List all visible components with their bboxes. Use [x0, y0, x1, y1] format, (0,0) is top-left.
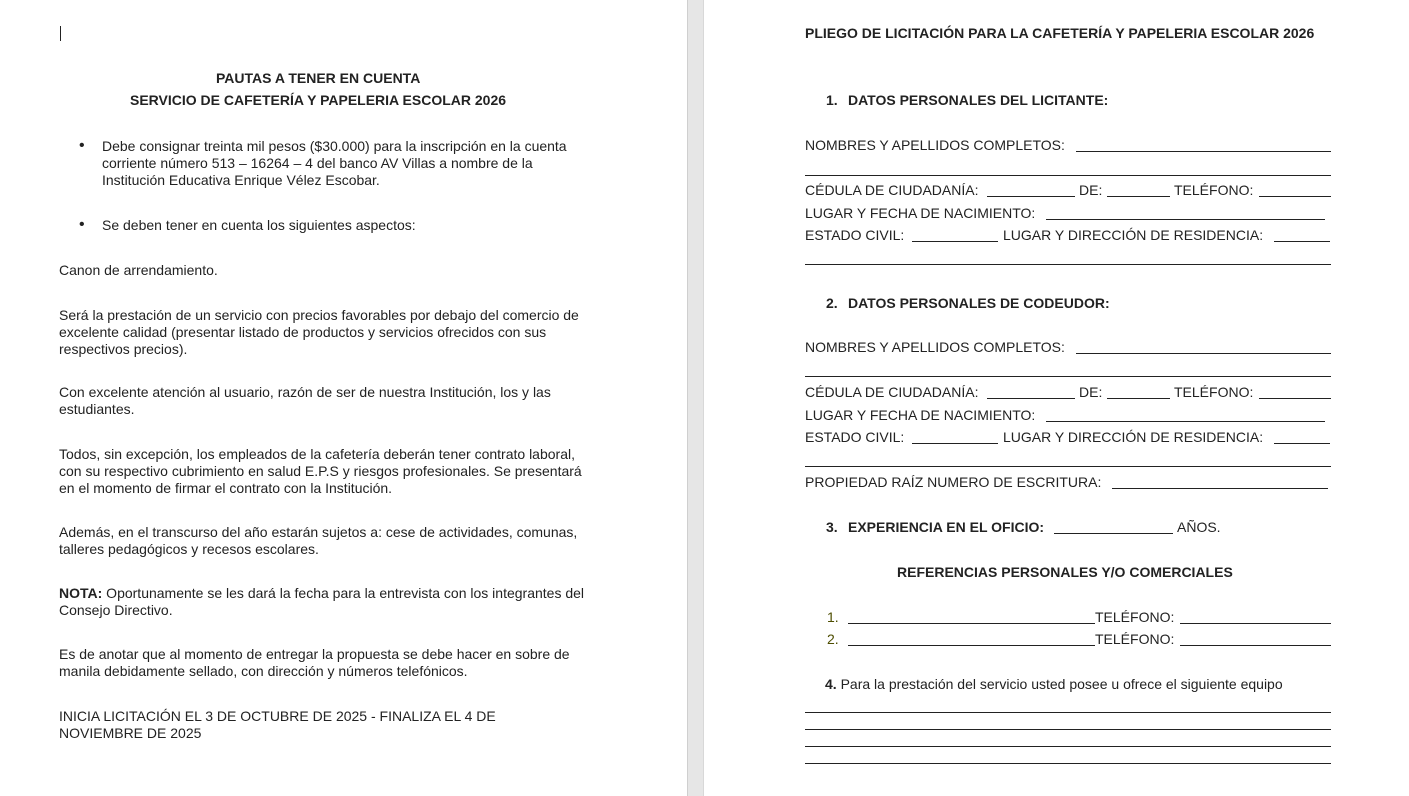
names-field-continued[interactable]: [805, 175, 1331, 176]
experiencia-field[interactable]: [1054, 533, 1173, 534]
reference-2-telefono-field[interactable]: [1180, 645, 1331, 646]
reference-1-name-field[interactable]: [848, 623, 1095, 624]
section-4-number: 4.: [825, 676, 837, 692]
lugar-nacimiento-field[interactable]: [1046, 219, 1325, 220]
section-2-title: DATOS PERSONALES DE CODEUDOR:: [848, 295, 1110, 311]
section-1-title: DATOS PERSONALES DEL LICITANTE:: [848, 92, 1109, 108]
nota-text: Oportunamente se les dará la fecha para la entrevista con los integrantes del Consejo Directivo.: [59, 585, 585, 618]
estado-civil-field[interactable]: [912, 241, 998, 242]
section-3-title: EXPERIENCIA EN EL OFICIO:: [848, 519, 1045, 535]
bullet-marker: •: [79, 137, 85, 154]
paragraph-nota: [59, 585, 589, 619]
propiedad-field[interactable]: [1112, 488, 1328, 489]
reference-1-number: 1.: [827, 609, 839, 625]
equipo-line-4[interactable]: [805, 763, 1331, 764]
codeudor-cedula-field[interactable]: [987, 398, 1075, 399]
codeudor-residencia-field[interactable]: [1274, 443, 1330, 444]
codeudor-estado-civil-field[interactable]: [912, 443, 998, 444]
equipo-line-3[interactable]: [805, 746, 1331, 747]
label-de: DE:: [1079, 182, 1103, 198]
label-estado-civil: ESTADO CIVIL:: [805, 429, 905, 445]
bullet-marker: •: [79, 216, 85, 233]
paragraph-sobre: Es de anotar que al momento de entregar la propuesta se debe hacer en sobre de manila debidamente sellado, con dirección y números telefónicos.: [59, 646, 570, 679]
paragraph-prestacion: Será la prestación de un servicio con precios favorables por debajo del comercio de excelente calidad (presentar listado de productos y servicios ofrecidos con sus respectivos precios).: [59, 307, 579, 357]
bullet-item-1: Debe consignar treinta mil pesos ($30.000) para la inscripción en la cuenta corriente número 513 – 16264 – 4 del banco AV Villas a nombre de la Institución Educativa Enrique Vélez Escobar.: [102, 138, 567, 188]
section-1-number: 1.: [826, 92, 838, 108]
label-anos: AÑOS.: [1177, 519, 1221, 535]
codeudor-names-field[interactable]: [1076, 353, 1331, 354]
references-title: REFERENCIAS PERSONALES Y/O COMERCIALES: [897, 564, 1233, 580]
paragraph-atencion: Con excelente atención al usuario, razón de ser de nuestra Institución, los y las estudiantes.: [59, 384, 551, 417]
label-lugar-nacimiento: LUGAR Y FECHA DE NACIMIENTO:: [805, 205, 1036, 221]
paragraph-fechas: INICIA LICITACIÓN EL 3 DE OCTUBRE DE 2025 - FINALIZA EL 4 DE NOVIEMBRE DE 2025: [59, 708, 496, 741]
label-names: NOMBRES Y APELLIDOS COMPLETOS:: [805, 137, 1065, 153]
label-propiedad: PROPIEDAD RAÍZ NUMERO DE ESCRITURA:: [805, 474, 1102, 490]
equipo-line-2[interactable]: [805, 729, 1331, 730]
paragraph-canon: Canon de arrendamiento.: [59, 262, 218, 278]
label-cedula: CÉDULA DE CIUDADANÍA:: [805, 182, 979, 198]
cedula-field[interactable]: [987, 196, 1075, 197]
codeudor-lugar-nacimiento-field[interactable]: [1046, 421, 1325, 422]
label-telefono: TELÉFONO:: [1095, 631, 1175, 647]
de-field[interactable]: [1107, 196, 1170, 197]
residencia-field-continued[interactable]: [805, 264, 1331, 265]
section-3-number: 3.: [826, 519, 838, 535]
label-telefono: TELÉFONO:: [1174, 182, 1254, 198]
names-field[interactable]: [1076, 151, 1331, 152]
page-gutter: [687, 0, 704, 796]
left-heading-2: SERVICIO DE CAFETERÍA Y PAPELERIA ESCOLAR 2026: [130, 92, 507, 108]
reference-2-number: 2.: [827, 631, 839, 647]
residencia-field[interactable]: [1274, 241, 1330, 242]
codeudor-names-field-continued[interactable]: [805, 376, 1331, 377]
text-cursor: [60, 26, 61, 41]
equipo-line-1[interactable]: [805, 712, 1331, 713]
telefono-field[interactable]: [1259, 196, 1331, 197]
label-estado-civil: ESTADO CIVIL:: [805, 227, 905, 243]
left-heading-1: PAUTAS A TENER EN CUENTA: [216, 70, 421, 86]
reference-2-name-field[interactable]: [848, 645, 1095, 646]
label-lugar-nacimiento: LUGAR Y FECHA DE NACIMIENTO:: [805, 407, 1036, 423]
label-de: DE:: [1079, 384, 1103, 400]
label-names: NOMBRES Y APELLIDOS COMPLETOS:: [805, 339, 1065, 355]
section-4-text: Para la prestación del servicio usted posee u ofrece el siguiente equipo: [836, 676, 1283, 692]
label-telefono: TELÉFONO:: [1095, 609, 1175, 625]
paragraph-empleados: Todos, sin excepción, los empleados de la cafetería deberán tener contrato laboral, con su respectivo cubrimiento en salud E.P.S y riesgos profesionales. Se presentará en el momento de firmar el contrato con la Institución.: [59, 446, 582, 496]
form-title: PLIEGO DE LICITACIÓN PARA LA CAFETERÍA Y PAPELERIA ESCOLAR 2026: [805, 25, 1315, 41]
section-4: [825, 676, 1283, 693]
codeudor-telefono-field[interactable]: [1259, 398, 1331, 399]
label-telefono: TELÉFONO:: [1174, 384, 1254, 400]
left-page: [0, 0, 687, 796]
bullet-item-2: Se deben tener en cuenta los siguientes aspectos:: [102, 217, 416, 233]
paragraph-ademas: Además, en el transcurso del año estarán sujetos a: cese de actividades, comunas, talleres pedagógicos y recesos escolares.: [59, 524, 578, 557]
section-2-number: 2.: [826, 295, 838, 311]
codeudor-residencia-field-continued[interactable]: [805, 466, 1331, 467]
label-residencia: LUGAR Y DIRECCIÓN DE RESIDENCIA:: [1003, 429, 1264, 445]
label-residencia: LUGAR Y DIRECCIÓN DE RESIDENCIA:: [1003, 227, 1264, 243]
label-cedula: CÉDULA DE CIUDADANÍA:: [805, 384, 979, 400]
right-page: [704, 0, 1409, 796]
codeudor-de-field[interactable]: [1107, 398, 1170, 399]
nota-label: NOTA:: [59, 585, 103, 601]
reference-1-telefono-field[interactable]: [1180, 623, 1331, 624]
